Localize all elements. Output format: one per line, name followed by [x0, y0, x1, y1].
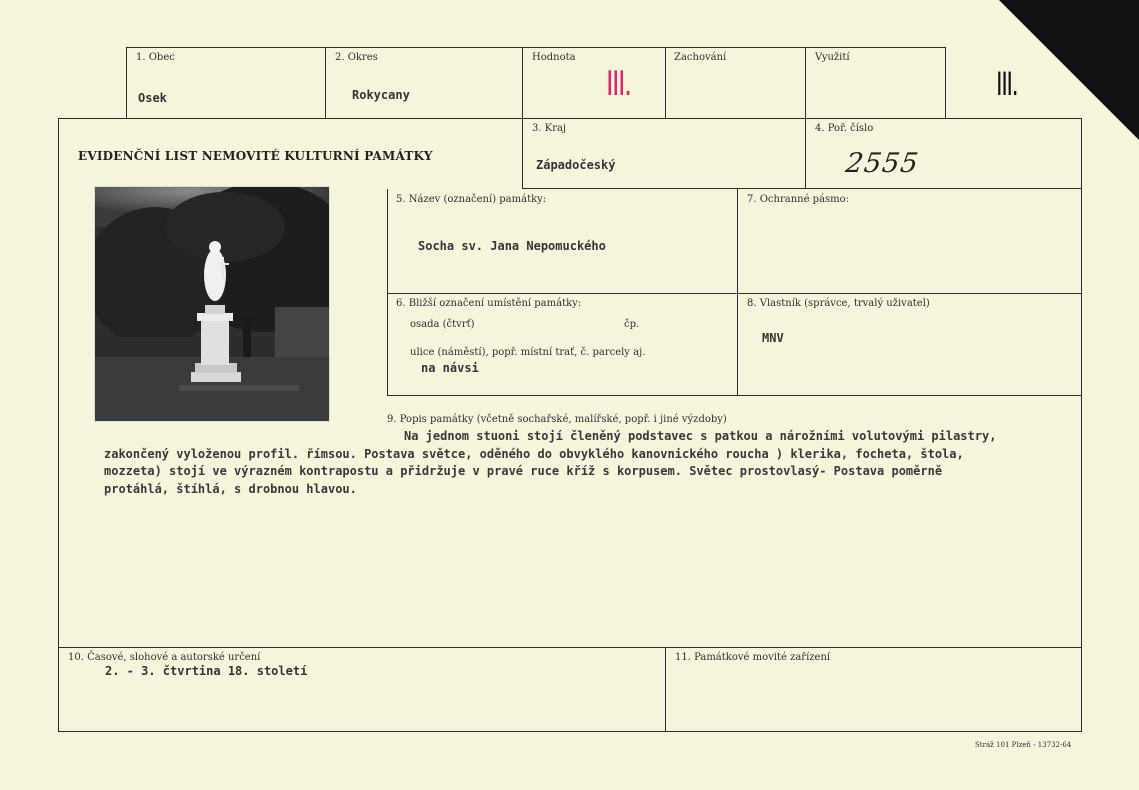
border-line [522, 188, 1082, 189]
form-title: EVIDENČNÍ LIST NEMOVITÉ KULTURNÍ PAMÁTKY [78, 149, 433, 163]
popis-line: mozzeta) stojí ve výrazném kontrapostu a přidržuje v pravé ruce kříž s korpusem. Světec prostovlasý- Postava poměrně [104, 464, 943, 478]
por-cislo-label: 4. Poř. číslo [815, 123, 874, 134]
border-line [665, 47, 666, 118]
border-line [945, 47, 946, 118]
popis-label: 9. Popis památky (včetně sochařské, malířské, popř. i jiné výzdoby) [387, 414, 727, 425]
border-line [58, 647, 1082, 648]
obec-label: 1. Obec [136, 52, 175, 63]
popis-line: zakončený vyloženou profil. římsou. Postava světce, oděného do obvyklého kanovnického roucha ) klerika, focheta, štola, [104, 446, 964, 461]
okres-value: Rokycany [352, 88, 410, 102]
monument-photo [94, 186, 330, 422]
border-line [325, 47, 326, 118]
nazev-label: 5. Název (označení) památky: [396, 194, 547, 205]
hodnota-label: Hodnota [532, 52, 576, 63]
obec-value: Osek [138, 91, 167, 105]
border-line [665, 647, 666, 732]
urceni-value: 2. - 3. čtvrtina 18. století [105, 664, 308, 678]
vlastnik-label: 8. Vlastník (správce, trvalý uživatel) [747, 298, 930, 309]
okres-label: 2. Okres [335, 52, 378, 63]
border-line [58, 731, 1082, 732]
statue-photo-image [95, 187, 329, 421]
cp-label: čp. [624, 319, 640, 330]
border-line [387, 293, 1082, 294]
border-line [126, 47, 946, 48]
kraj-label: 3. Kraj [532, 123, 567, 134]
border-line [1081, 118, 1082, 732]
vlastnik-value: MNV [762, 331, 784, 345]
hodnota-mark: III. [606, 64, 631, 104]
kraj-value: Západočeský [536, 158, 616, 172]
zarizeni-label: 11. Památkové movité zařízení [675, 652, 831, 663]
zachovani-label: Zachování [674, 52, 727, 63]
border-line [126, 47, 127, 118]
vyuziti-label: Využití [815, 52, 850, 63]
umisteni-label: 6. Bližší označení umístění památky: [396, 298, 582, 309]
border-line [387, 395, 1082, 396]
urceni-label: 10. Časové, slohové a autorské určení [68, 652, 261, 663]
scan-corner-shadow [999, 0, 1139, 140]
ulice-value: na návsi [421, 361, 479, 375]
border-line [58, 118, 1082, 119]
border-line [58, 118, 59, 732]
ochranne-pasmo-label: 7. Ochranné pásmo: [747, 194, 850, 205]
right-category-mark: III. [996, 65, 1018, 103]
popis-text [104, 428, 1064, 498]
popis-line: Na jednom stuoni stojí členěný podstavec s patkou a nárožními volutovými pilastry, [404, 429, 997, 443]
osada-label: osada (čtvrť) [410, 319, 475, 330]
printer-footer: Stráž 101 Plzeň - 13732-64 [975, 741, 1072, 749]
popis-line: protáhlá, štíhlá, s drobnou hlavou. [104, 481, 357, 496]
ulice-label: ulice (náměstí), popř. místní trať, č. parcely aj. [410, 347, 646, 358]
por-cislo-value: 2555 [843, 148, 921, 179]
nazev-value: Socha sv. Jana Nepomuckého [418, 239, 606, 253]
